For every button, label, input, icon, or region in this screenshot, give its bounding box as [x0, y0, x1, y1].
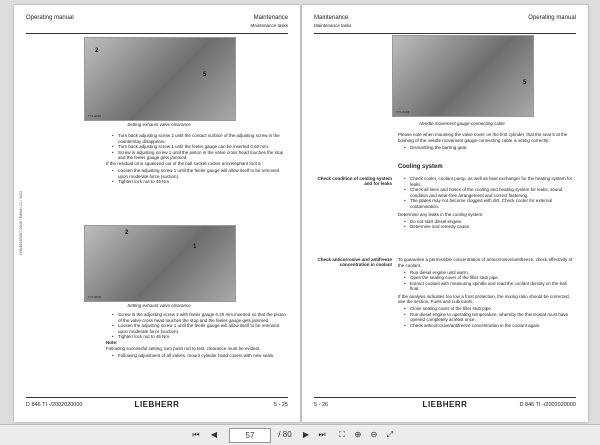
- header-subsection: Maintenance tasks: [314, 23, 352, 28]
- page-header: [26, 15, 288, 34]
- step-item: • Loosen the adjusting screw 1 until the feeler gauge will allow itself to be removed upon moderate force (suction).: [112, 168, 288, 179]
- intro-text: [398, 132, 576, 150]
- header-subsection: Maintenance tasks: [250, 23, 288, 28]
- fit-page-icon[interactable]: ⛶: [339, 430, 345, 439]
- header-section: Maintenance: [253, 15, 288, 21]
- zoom-out-icon[interactable]: ⊖: [370, 430, 378, 439]
- page-header: [314, 15, 576, 34]
- liebherr-logo: LIEBHERR: [134, 400, 180, 409]
- step-item: • Check anticorrosive/antifreeze concentration in the coolant again.: [404, 323, 576, 329]
- cooling-check-label: Check condition of cooling system and for leaks: [317, 176, 392, 186]
- photo-caption: Needle movement gauge-connecting cable: [419, 121, 505, 126]
- cooling-steps: [398, 176, 576, 230]
- step-item: • Close sealing cover of the filler stub pipe.: [404, 306, 576, 312]
- liebherr-logo: LIEBHERR: [422, 400, 468, 409]
- callout-2: 2: [125, 230, 129, 236]
- antifreeze-note: If the analysis indicates too low a frost protection, the mixing ratio should be corrected, see the section, Fuels and Lubricants.: [398, 293, 570, 305]
- photo-tag: TY1-0003: [396, 110, 410, 114]
- page-footer: [26, 397, 288, 412]
- fullscreen-icon[interactable]: ⤢: [386, 430, 394, 439]
- current-page: 57: [245, 431, 255, 440]
- exhaust-valve-photo-2: [84, 225, 236, 302]
- step-item: • Run diesel engine until warm.: [404, 270, 576, 276]
- section-title: Cooling system: [398, 164, 443, 170]
- step-list-1: [106, 133, 288, 185]
- antifreeze-check-label: Check anticorrosive and antifreeze concentration in coolant: [317, 257, 392, 267]
- first-page-icon[interactable]: ⏮: [192, 430, 200, 439]
- header-title: Operating manual: [26, 15, 74, 21]
- page-number-input[interactable]: [229, 428, 271, 443]
- photo-tag: TY1-0001: [88, 114, 102, 118]
- header-section: Maintenance: [314, 15, 349, 21]
- step-item: • Loosen the adjusting screw 1 until the feeler gauge will allow itself to be removed upon moderate force (suction).: [112, 323, 288, 334]
- page-total: / 80: [278, 430, 292, 439]
- antifreeze-intro: To guarantee a permissible concentration of anticorrosive/antifreeze, check effectivity of the coolant.: [398, 257, 573, 268]
- page-footer: [314, 397, 576, 412]
- side-code: LHB/EN/8/3897-D846 / Edition: 01 / 2002: [19, 190, 23, 255]
- leak-intro: Determine any leaks in the cooling system:: [398, 211, 484, 217]
- step-item: • Screw in adjusting screw 1 until the piston in the valve cross head touches the stop and the feeler gauge gets jammed.: [112, 150, 288, 161]
- callout-2: 2: [95, 48, 99, 54]
- step-item: • Do not start diesel engine.: [404, 219, 576, 225]
- intro-paragraph: Please note when mounting the valve cover on the first cylinder, that the seat 5 at the bushing of the needle movement gauge-connecting cable is sitting correctly.: [398, 132, 568, 143]
- step-item: • Tighten lock nut to 45 Nm.: [112, 334, 288, 340]
- step-item: • Extract coolant with measuring spindle and read the coolant density on the ball float.: [404, 281, 576, 292]
- page-number: 5 - 25: [273, 402, 288, 408]
- page-right: [302, 5, 588, 422]
- last-page-icon[interactable]: ⏭: [318, 430, 326, 439]
- step-item: • Following adjustment of all valves, mount cylinder head covers with new seals.: [112, 353, 288, 359]
- photo-caption: Setting exhaust valve clearance: [127, 303, 191, 308]
- antifreeze-steps: [398, 257, 576, 329]
- step-item: • Check cooler, coolant pump, as well as heat exchanger for the heating system for leaks.: [404, 176, 576, 187]
- doc-code: D 846 TI -/2002020000: [26, 402, 83, 408]
- step-item: • Check all lines and hoses of the cooling and heating system for leaks, sound condition and wear-free arrangement and correct fastening.: [404, 187, 576, 198]
- page-number: 5 - 26: [314, 402, 329, 408]
- zoom-in-icon[interactable]: ⊕: [354, 430, 362, 439]
- step-item: • Turn back adjusting screw 1 until the feeler gauge can be inserted 0.60 mm.: [112, 144, 288, 150]
- step-item: • Screw in the adjusting screw 2 with feeler gauge 0,40 mm inserted so that the piston of the valve cross head touches the stop and the feeler gauge gets jammed.: [112, 312, 288, 323]
- next-page-icon[interactable]: ▶: [302, 430, 310, 439]
- page-left: [14, 5, 300, 422]
- step-item: • Turn back adjusting screw 2 until the contact surface of the adjusting screw in the counterstay disappears.: [112, 133, 288, 144]
- step-item: • The plates may not become clogged with dirt. Check cooler for external contamination.: [404, 198, 576, 209]
- step-item: • Run diesel engine to operating temperature, whereby the thermostat must have opened completely at least once.: [404, 312, 576, 323]
- step-item: • Tighten lock nut to 45 Nm.: [112, 179, 288, 185]
- step-item: • Determine and remedy cause.: [404, 224, 576, 230]
- previous-page-icon[interactable]: ◀: [210, 430, 218, 439]
- exhaust-valve-photo-1: [84, 37, 236, 121]
- viewer-toolbar: [0, 424, 600, 445]
- callout-1: 1: [193, 244, 197, 250]
- photo-tag: TY1-0002: [88, 295, 102, 299]
- note-title: Note:: [106, 339, 118, 345]
- step-item: • Dismantling the barring gear.: [404, 145, 576, 151]
- step-item: • Open the sealing cover of the filler stub pipe.: [404, 275, 576, 281]
- step-list-2: [106, 312, 288, 358]
- note-text: Following successful setting, turn push rod to test, clearance must be evident.: [106, 345, 261, 351]
- gauge-cable-photo: [392, 35, 534, 117]
- condition-text: If the residual oil is squeezed out of the ball socket-rocker arm/elephant foot 6 :: [106, 160, 264, 166]
- header-title: Operating manual: [528, 15, 576, 21]
- callout-5: 5: [203, 72, 207, 78]
- callout-5: 5: [523, 80, 527, 86]
- doc-code: D 846 TI -/2002020000: [519, 402, 576, 408]
- photo-caption: Setting exhaust valve clearance: [127, 122, 191, 127]
